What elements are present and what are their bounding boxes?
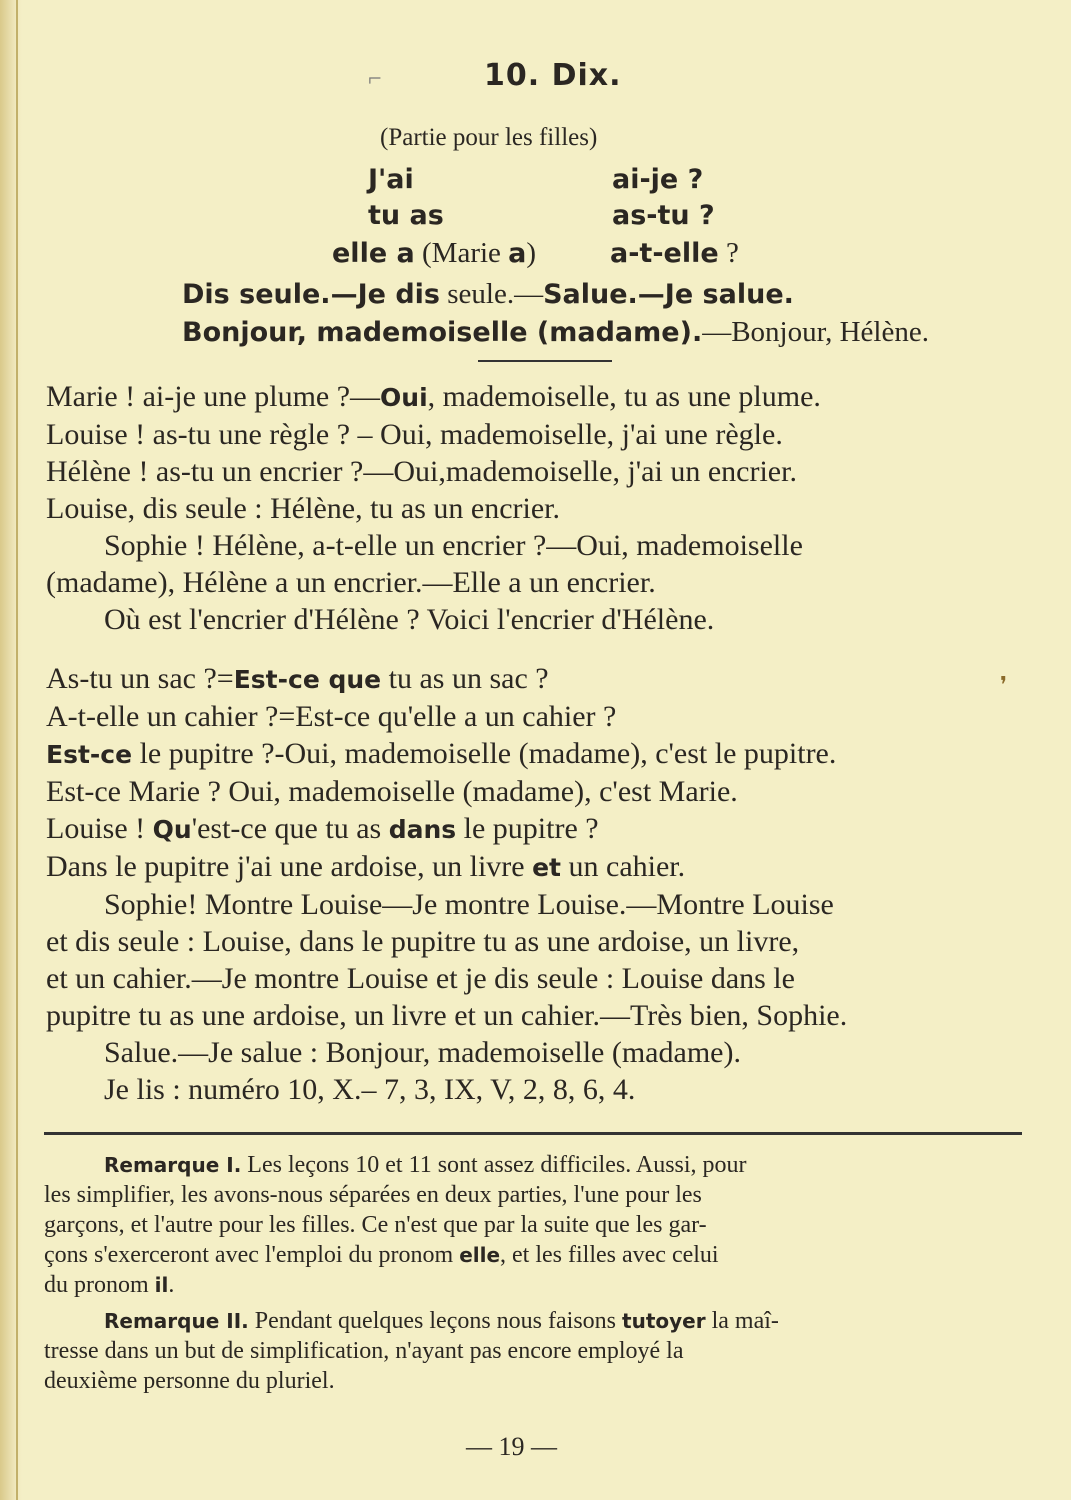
text-span: le pupitre ? (456, 812, 599, 845)
text-line: les simplifier, les avons-nous séparées en deux parties, l'une pour les (44, 1182, 702, 1208)
conj-right-1: ai-je ? (612, 164, 704, 195)
conj-right-3 (610, 237, 739, 270)
conj-right-3-q: ? (718, 237, 739, 269)
text-line (44, 1270, 1024, 1300)
text-span: As-tu un sac ?= (46, 662, 234, 695)
text-span: le pupitre ?-Oui, mademoiselle (madame), c'est le pupitre. (132, 737, 837, 770)
text-line: garçons, et l'autre pour les filles. Ce n'est que par la suite que les gar- (44, 1212, 707, 1238)
text-line: deuxième personne du pluriel. (44, 1368, 335, 1394)
page-binding-line (16, 0, 18, 1500)
text-span: la maî- (705, 1308, 779, 1334)
text-span: un cahier. (561, 850, 686, 883)
conj-left-2: tu as (368, 200, 444, 231)
remark-label: Remarque I. (104, 1153, 242, 1177)
text-span: çons s'exerceront avec l'emploi du pronom (44, 1242, 460, 1268)
conj-row-4 (182, 278, 794, 311)
conj-row-5-b: —Bonjour, Hélène. (702, 316, 929, 348)
text-line (46, 848, 1036, 886)
page-spine-shadow (0, 0, 22, 1500)
conj-left-1: J'ai (368, 164, 414, 195)
text-span: , et les filles avec celui (500, 1242, 719, 1268)
text-span: , mademoiselle, tu as une plume. (427, 380, 821, 413)
page-number: — 19 — (466, 1432, 557, 1461)
conj-row-4-a: Dis seule.—Je dis (182, 279, 440, 310)
text-span-bold: elle (459, 1243, 501, 1267)
text-line: tresse dans un but de simplification, n'ayant pas encore employé la (44, 1338, 684, 1364)
text-line: et un cahier.—Je montre Louise et je dis seule : Louise dans le (46, 962, 795, 995)
text-line: Hélène ! as-tu un encrier ?—Oui,mademoiselle, j'ai un encrier. (46, 455, 797, 488)
text-span-bold: et (532, 853, 561, 882)
conj-row-5-a: Bonjour, mademoiselle (madame). (182, 317, 703, 348)
text-span-bold: dans (388, 815, 457, 844)
text-span: Dans le pupitre j'ai une ardoise, un livre (46, 850, 533, 883)
lesson-title: 10. Dix. (484, 58, 622, 93)
ink-spot: ❜ (1000, 672, 1008, 697)
dialogue-block-1 (46, 378, 1036, 638)
text-span: Pendant quelques leçons nous faisons (248, 1308, 623, 1334)
conj-row-4-b: seule.— (439, 278, 544, 310)
text-line (44, 1240, 1024, 1270)
conj-left-3-close: ) (526, 237, 537, 269)
text-span-bold: Oui (380, 383, 428, 412)
text-line: (madame), Hélène a un encrier.—Elle a un encrier. (46, 566, 656, 599)
footnote-divider (44, 1132, 1022, 1135)
section-divider-short (478, 360, 612, 362)
remark-label: Remarque II. (104, 1309, 249, 1333)
text-line (46, 660, 1036, 698)
remark-2 (44, 1306, 1024, 1396)
conj-row-5 (182, 316, 929, 349)
conj-right-2: as-tu ? (612, 200, 715, 231)
text-line: Louise ! as-tu une règle ? – Oui, mademoiselle, j'ai une règle. (46, 418, 783, 451)
conj-left-3-verb-b: a (508, 238, 527, 269)
text-span-bold: Est-ce (46, 740, 133, 769)
conj-left-3-paren: (Marie (414, 237, 509, 269)
text-span: 'est-ce que tu as (191, 812, 389, 845)
text-span: du pronom (44, 1272, 155, 1298)
text-line (46, 378, 1036, 416)
text-span: tu as un sac ? (381, 662, 549, 695)
text-span-bold: Est-ce que (233, 665, 382, 694)
text-line (44, 1150, 1024, 1180)
lesson-subtitle: (Partie pour les filles) (380, 124, 598, 151)
text-line: Louise, dis seule : Hélène, tu as un encrier. (46, 492, 561, 525)
conj-row-4-c: Salue.—Je salue. (543, 279, 794, 310)
text-line (46, 735, 1036, 773)
text-span: Marie ! ai-je une plume ?— (46, 380, 381, 413)
text-line: Je lis : numéro 10, X.– 7, 3, IX, V, 2, 8, 6, 4. (104, 1073, 636, 1106)
conj-left-3 (332, 237, 536, 270)
text-line: Sophie ! Hélène, a-t-elle un encrier ?—Oui, mademoiselle (104, 529, 803, 562)
text-span-bold: Qu (152, 815, 192, 844)
text-line: Où est l'encrier d'Hélène ? Voici l'encrier d'Hélène. (104, 603, 715, 636)
text-span-bold: il (154, 1273, 169, 1297)
text-line (44, 1306, 1024, 1336)
text-line: pupitre tu as une ardoise, un livre et un cahier.—Très bien, Sophie. (46, 999, 848, 1032)
text-span: . (168, 1272, 175, 1298)
pencil-mark: ⌐ (368, 66, 382, 92)
conj-left-3-verb: elle a (332, 238, 415, 269)
text-span-bold: tutoyer (622, 1309, 706, 1333)
text-span: Louise ! (46, 812, 153, 845)
text-line: Sophie! Montre Louise—Je montre Louise.—Montre Louise (104, 888, 834, 921)
remark-1 (44, 1150, 1024, 1300)
text-line (46, 810, 1036, 848)
conj-right-3-verb: a-t-elle (610, 238, 719, 269)
text-line: Salue.—Je salue : Bonjour, mademoiselle (madame). (104, 1036, 741, 1069)
text-line: Est-ce Marie ? Oui, mademoiselle (madame), c'est Marie. (46, 775, 738, 808)
text-line: et dis seule : Louise, dans le pupitre tu as une ardoise, un livre, (46, 925, 800, 958)
dialogue-block-2 (46, 660, 1036, 1108)
text-line: A-t-elle un cahier ?=Est-ce qu'elle a un cahier ? (46, 700, 617, 733)
text-span: Les leçons 10 et 11 sont assez difficiles. Aussi, pour (241, 1152, 747, 1178)
